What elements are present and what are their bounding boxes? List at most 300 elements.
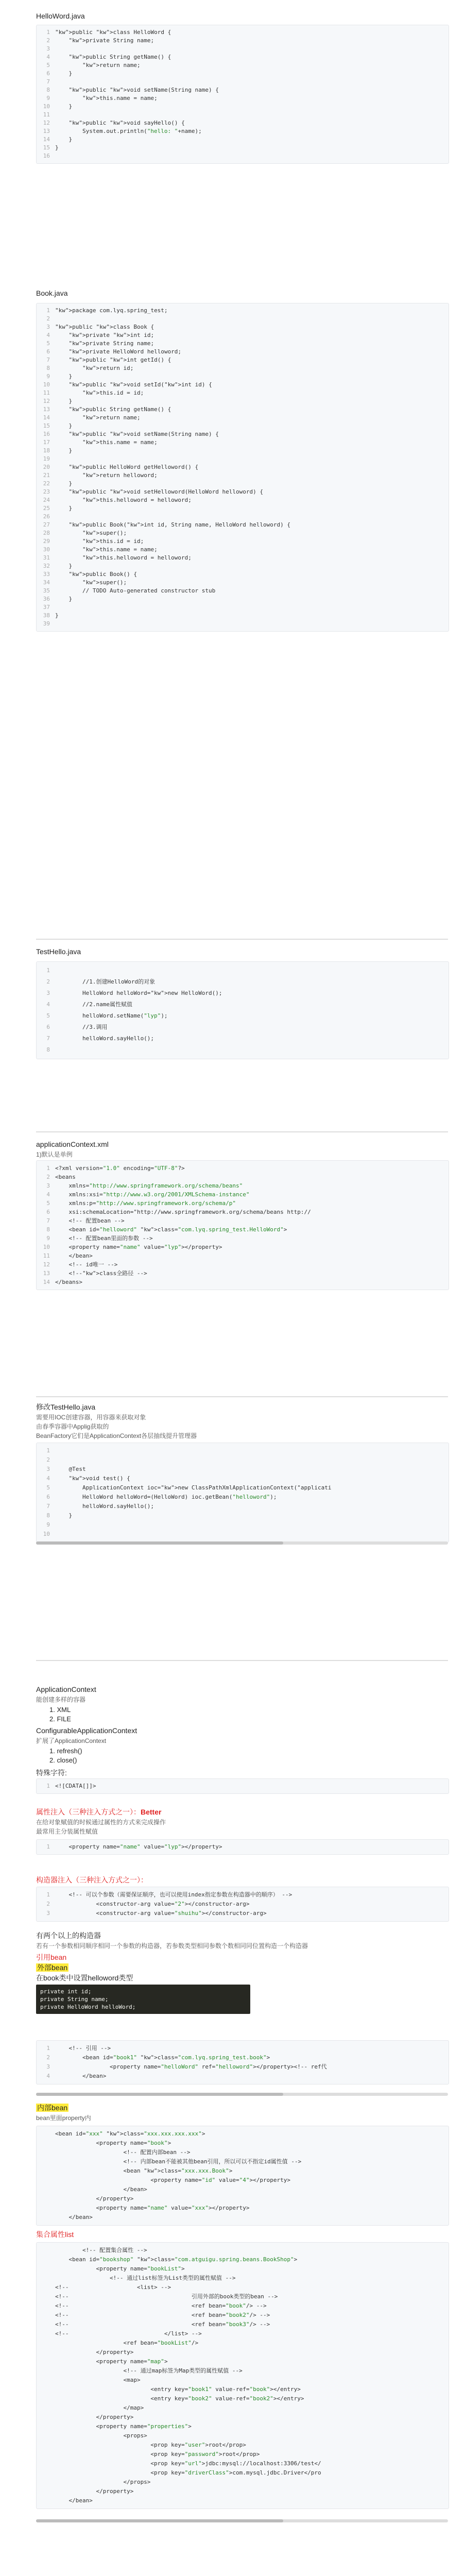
attr-title-wrap [36, 1807, 448, 1817]
line-number: 4 [46, 332, 50, 338]
line-number: 28 [43, 530, 50, 536]
line-number: 6 [46, 70, 50, 77]
line-number [37, 2385, 55, 2394]
code-text: "kw">package com.lyq.spring_test; [55, 307, 168, 314]
line-number: 1 [46, 1447, 50, 1454]
code-line [37, 144, 449, 152]
code-text: </bean> [55, 2497, 93, 2504]
attr-code [36, 1839, 449, 1855]
code-text: <?xml version="1.0" encoding="UTF-8"?> [55, 1165, 185, 1172]
code-text: } [55, 103, 73, 110]
code-line [37, 127, 449, 135]
special-code [36, 1778, 449, 1794]
code-text: </property> [55, 2488, 134, 2495]
ac-title-wrap [36, 1685, 448, 1694]
code-line [37, 1530, 449, 1539]
code-text: "kw">public "kw">void setName(String name) { [68, 87, 219, 93]
line-number [37, 2450, 55, 2459]
code-line [37, 965, 449, 976]
code-text: <property name="helloWord" ref="helloword"></property><!-- ref代 [55, 2063, 327, 2070]
line-number: 6 [46, 1494, 50, 1500]
line-number: 32 [43, 563, 50, 569]
line-number: 11 [43, 389, 50, 396]
ref-title: 有两个以上的构造器 [36, 1931, 101, 1940]
line-number: 1 [46, 307, 50, 314]
code-line: private int id; [40, 1988, 92, 1995]
list-item: 1. XML [49, 1706, 71, 1714]
code-text: } [55, 422, 73, 429]
line-number [37, 2376, 55, 2385]
line-number: 3 [46, 1466, 50, 1472]
code-line [37, 2468, 449, 2478]
code-text: "kw">private HelloWord helloword; [68, 348, 182, 355]
appctx-title-wrap [36, 1140, 448, 1149]
code-line [37, 999, 449, 1010]
code-line [37, 1782, 449, 1790]
line-number: 1 [46, 1165, 50, 1172]
code-line [37, 381, 449, 389]
code-line [37, 603, 449, 612]
code-line [37, 119, 449, 127]
line-number: 6 [46, 1024, 50, 1030]
ac-note: 能创建多样的容器 [36, 1696, 86, 1703]
line-number: 1 [46, 1783, 50, 1789]
code-line [37, 1033, 449, 1044]
code-text: <!-- <ref bean="book3"/> --> [55, 2321, 270, 2328]
code-line [37, 2129, 449, 2139]
list-item: 需要用IOC创建容器，用容器来获取对象 [36, 1414, 146, 1421]
code-text: <property name="map"> [55, 2358, 168, 2365]
code-line [37, 1251, 449, 1260]
code-text: } [55, 70, 73, 77]
line-number [37, 2468, 55, 2478]
line-number: 8 [46, 1226, 50, 1233]
ac-items [36, 1705, 448, 1724]
code-text: </property> [55, 2349, 134, 2355]
attr-notes [36, 1818, 448, 1836]
line-number: 1 [46, 967, 50, 974]
code-line [37, 2478, 449, 2487]
cac-title-wrap [36, 1726, 448, 1735]
line-number: 9 [46, 1521, 50, 1528]
line-number: 6 [46, 348, 50, 355]
code-text: helloWord.sayHello(); [55, 1503, 154, 1510]
hello-code [36, 25, 449, 164]
scrollbar-thumb[interactable] [36, 1541, 283, 1545]
list-item: 2. close() [49, 1756, 77, 1764]
code-text: <props> [55, 2432, 147, 2439]
code-line [37, 1216, 449, 1225]
code-text: "kw">public Book("kw">int id, String name, HelloWord helloword) { [68, 521, 290, 528]
code-line [37, 2329, 449, 2338]
inner-note-wrap [36, 2113, 448, 2123]
code-text: <property name="name" value="lyp"></property> [55, 1244, 222, 1250]
code-line [37, 612, 449, 620]
code-line [37, 2413, 449, 2422]
horizontal-scrollbar[interactable] [36, 1541, 448, 1545]
line-number: 3 [46, 324, 50, 330]
code-text: xmlns:xsi="http://www.w3.org/2001/XMLSchema-instance" [55, 1191, 250, 1198]
code-line [37, 1900, 449, 1909]
book-code [36, 303, 449, 632]
special-title: 特殊字符: [36, 1769, 67, 1777]
code-line [37, 587, 449, 595]
ref-text1-wrap [36, 1941, 448, 1951]
inner-code [36, 2126, 449, 2226]
cac-note: 扩展了ApplicationContext [36, 1737, 107, 1744]
book-title: Book.java [36, 289, 68, 297]
code-line [37, 2157, 449, 2166]
code-text: "kw">public String getName() { [68, 54, 171, 60]
attr-title: 属性注入（三种注入方式之一）：Better [36, 1808, 162, 1816]
line-number: 10 [43, 1244, 50, 1250]
code-line [37, 2148, 449, 2157]
code-line [37, 2348, 449, 2357]
line-number: 33 [43, 571, 50, 578]
code-text: <property name="properties"> [55, 2423, 192, 2430]
code-line [37, 546, 449, 554]
line-number: 4 [46, 1475, 50, 1482]
testhello-title-wrap [36, 947, 448, 956]
code-line [37, 2496, 449, 2505]
code-line [37, 1465, 449, 1474]
line-number: 13 [43, 406, 50, 413]
line-number: 1 [46, 2045, 50, 2052]
code-line [37, 1890, 449, 1900]
list-item: BeanFactory它们是ApplicationContext各层抽线提升管理器 [36, 1432, 197, 1439]
line-number: 7 [46, 1217, 50, 1224]
code-text: <!-- 通过map标签为Map类型的属性赋值 --> [55, 2367, 243, 2374]
line-number: 39 [43, 620, 50, 627]
line-number [37, 2148, 55, 2157]
code-line [37, 1446, 449, 1455]
line-number [37, 2129, 55, 2139]
code-line [37, 1474, 449, 1483]
ac-note-wrap [36, 1695, 448, 1704]
line-number [37, 2478, 55, 2487]
line-number [37, 2246, 55, 2255]
code-line: private HelloWord helloWord; [40, 2004, 136, 2010]
code-text: <!-- id唯一 --> [55, 1261, 118, 1268]
code-line [37, 422, 449, 430]
line-number: 3 [46, 1910, 50, 1917]
code-line [37, 397, 449, 405]
code-line [37, 1278, 449, 1286]
line-number: 5 [46, 1012, 50, 1019]
code-text: </map> [55, 2404, 144, 2411]
code-line [37, 2204, 449, 2213]
line-number: 16 [43, 431, 50, 437]
code-text: "kw">this.name = name; [82, 439, 158, 446]
line-number: 10 [43, 103, 50, 110]
code-text [55, 111, 449, 119]
code-text: @Test [55, 1466, 86, 1472]
code-text: helloWord.sayHello(); [55, 1035, 154, 1042]
line-number: 1 [46, 1843, 50, 1850]
code-text: <prop key="url">jdbc:mysql://localhost:3306/test</ [55, 2460, 321, 2467]
line-number: 5 [46, 62, 50, 69]
line-number: 38 [43, 612, 50, 619]
line-number: 19 [43, 455, 50, 462]
code-text: "kw">public String getName() { [68, 406, 171, 413]
code-line [37, 2357, 449, 2366]
scrollbar-thumb[interactable] [36, 2093, 283, 2096]
code-text: <!-- 配置内部bean --> [55, 2149, 191, 2156]
line-number: 2 [46, 1174, 50, 1180]
code-line [37, 2264, 449, 2274]
code-line [37, 521, 449, 529]
code-line [37, 2213, 449, 2222]
line-number [37, 2366, 55, 2376]
ref-text2: 引用bean [36, 1953, 67, 1961]
code-line [37, 463, 449, 471]
code-text: <!--"kw">class全路径 --> [55, 1270, 147, 1277]
code-line [37, 1010, 449, 1022]
line-number: 6 [46, 1209, 50, 1215]
line-number: 31 [43, 554, 50, 561]
code-text: "kw">super(); [82, 530, 127, 536]
line-number: 2 [46, 978, 50, 985]
ctor-title-wrap [36, 1875, 448, 1885]
code-text: </property> [55, 2195, 134, 2202]
code-text [55, 1446, 449, 1455]
code-line [37, 2385, 449, 2394]
code-line [37, 2292, 449, 2301]
line-number: 5 [46, 1200, 50, 1207]
code-text: } [55, 373, 73, 380]
code-text: <property name="book"> [55, 2140, 171, 2146]
code-line [37, 471, 449, 480]
section-divider [36, 1131, 448, 1132]
code-line [37, 1511, 449, 1520]
code-text: "kw">return id; [82, 365, 134, 371]
code-text: "kw">public "kw">class HelloWord { [55, 29, 171, 36]
code-text: } [55, 136, 73, 143]
code-line [37, 2185, 449, 2194]
line-number [37, 2139, 55, 2148]
code-text: </bean> [55, 2186, 147, 2193]
horizontal-scrollbar[interactable] [36, 2519, 448, 2522]
section-divider [36, 939, 448, 940]
code-text: "kw">return helloword; [82, 472, 158, 479]
code-line [37, 1173, 449, 1181]
code-text: } [55, 447, 73, 454]
code-line [37, 405, 449, 414]
line-number [37, 2338, 55, 2348]
cac-title: ConfigurableApplicationContext [36, 1726, 137, 1735]
code-line [37, 1502, 449, 1511]
code-line [37, 430, 449, 438]
code-text: "kw">public "kw">void setName(String name) { [68, 431, 219, 437]
line-number: 16 [43, 152, 50, 159]
code-line [37, 1260, 449, 1269]
line-number: 34 [43, 579, 50, 586]
code-text: "kw">private String name; [68, 340, 154, 347]
line-number: 23 [43, 488, 50, 495]
horizontal-scrollbar[interactable] [36, 2093, 448, 2096]
ref-text3-wrap [36, 1973, 448, 1982]
code-text: <beans [55, 1174, 76, 1180]
code-line [37, 2311, 449, 2320]
appctx-note: 1)默认是单例 [36, 1151, 73, 1158]
code-text [55, 1044, 449, 1056]
code-line [37, 1269, 449, 1278]
code-line [37, 513, 449, 521]
code-line: private String name; [40, 1996, 109, 2003]
line-number: 15 [43, 422, 50, 429]
code-line [37, 1234, 449, 1243]
section-divider [36, 1396, 448, 1397]
code-line [37, 496, 449, 504]
line-number: 2 [46, 315, 50, 322]
line-number: 7 [46, 1503, 50, 1510]
code-line [37, 2139, 449, 2148]
line-number: 17 [43, 439, 50, 446]
code-line [37, 2376, 449, 2385]
line-number [37, 2166, 55, 2176]
code-text: </bean> [55, 2073, 107, 2079]
book-title-wrap [36, 289, 448, 298]
line-number: 8 [46, 1046, 50, 1053]
code-text: <property name="id" value="4"></property> [55, 2177, 290, 2183]
line-number [37, 2441, 55, 2450]
line-number: 14 [43, 136, 50, 143]
appctx-code [36, 1160, 449, 1290]
code-line [37, 2062, 449, 2072]
line-number: 3 [46, 45, 50, 52]
code-line [37, 488, 449, 496]
code-line [37, 1493, 449, 1502]
code-text: <!-- 引用外部的book类型的bean --> [55, 2293, 278, 2300]
code-line [37, 2459, 449, 2468]
code-text: "kw">private "kw">int id; [68, 332, 154, 338]
code-text: <entry key="book2" value-ref="book2"></entry> [55, 2395, 304, 2402]
code-line [37, 2422, 449, 2431]
code-text [55, 45, 449, 53]
line-number: 8 [46, 365, 50, 371]
code-text: "kw">this.helloword = helloword; [82, 554, 192, 561]
code-text: <prop key="password">root</prop> [55, 2451, 260, 2458]
line-number: 14 [43, 1279, 50, 1285]
line-number [37, 2329, 55, 2338]
code-line [37, 45, 449, 53]
code-text: xsi:schemaLocation="http://www.springframework.org/schema/beans http:// [55, 1209, 311, 1215]
coll-title-wrap [36, 2230, 448, 2239]
line-number: 2 [46, 37, 50, 44]
code-text: } [55, 505, 73, 512]
code-line [37, 2274, 449, 2283]
line-number: 24 [43, 497, 50, 503]
code-text: "kw">public "kw">void setId("kw">int id) { [68, 381, 212, 388]
code-text [55, 513, 449, 521]
code-line [37, 620, 449, 628]
code-line [37, 438, 449, 447]
code-text [55, 1530, 449, 1539]
code-text: <![CDATA[]]> [55, 1783, 96, 1789]
code-line [37, 1243, 449, 1251]
line-number [37, 2292, 55, 2301]
ref-text1: 若有一个参数相同顺序相同一个参数的构造器，若参数类型相同参数个数相同同位置构造一个构造器 [36, 1942, 308, 1950]
code-text: ApplicationContext ioc="kw">new ClassPathXmlApplicationContext("applicati [55, 1484, 332, 1491]
code-line [37, 78, 449, 86]
code-text: <!-- <ref bean="book2"/> --> [55, 2312, 270, 2318]
line-number: 35 [43, 587, 50, 594]
code-text: </props> [55, 2479, 151, 2485]
code-line [37, 1044, 449, 1056]
code-line [37, 307, 449, 315]
code-text: <prop key="driverClass">com.mysql.jdbc.Driver</pro [55, 2469, 321, 2476]
code-line [37, 2441, 449, 2450]
code-text: <!-- 配置集合属性 --> [55, 2247, 147, 2253]
scrollbar-thumb[interactable] [36, 2519, 283, 2522]
inner-note: bean里面property内 [36, 2114, 91, 2122]
inner-title-wrap [36, 2103, 448, 2113]
code-text: } [55, 612, 59, 619]
line-number [37, 2320, 55, 2329]
ref-code [36, 2040, 449, 2084]
line-number [37, 2185, 55, 2194]
line-number: 9 [46, 95, 50, 101]
code-text: <property name="name" value="xxx"></property> [55, 2205, 250, 2211]
code-line [37, 579, 449, 587]
code-line [37, 2403, 449, 2413]
code-text: <bean id="helloword" "kw">class="com.lyq.spring_test.HelloWord"> [55, 1226, 287, 1233]
code-line [37, 2320, 449, 2329]
code-line [37, 2301, 449, 2311]
code-line [37, 103, 449, 111]
code-text: "kw">void test() { [68, 1475, 130, 1482]
code-line [37, 2166, 449, 2176]
code-text: "kw">public HelloWord getHelloword() { [68, 464, 199, 470]
appctx-note-wrap [36, 1150, 448, 1159]
code-line [37, 389, 449, 397]
code-line [37, 315, 449, 323]
code-line [37, 455, 449, 463]
code-line [37, 2366, 449, 2376]
appctx-title: applicationContext.xml [36, 1140, 109, 1148]
code-text [55, 603, 449, 612]
code-text: <bean id="book1" "kw">class="com.lyq.spring_test.book"> [55, 2054, 270, 2061]
cac-note-wrap [36, 1736, 448, 1745]
code-text: <bean id="xxx" "kw">class="xxx.xxx.xxx.xxx"> [55, 2130, 205, 2137]
code-line [37, 1181, 449, 1190]
code-text: <!-- 配置bean里面的参数 --> [55, 1235, 153, 1242]
dark-code [36, 1985, 250, 2014]
code-text: "kw">public "kw">int getId() { [68, 357, 171, 363]
line-number: 13 [43, 1270, 50, 1277]
code-line [37, 529, 449, 537]
code-line [37, 323, 449, 331]
code-line [37, 356, 449, 364]
code-text: //1.创建HelloWord的对象 [55, 978, 156, 985]
coll-code [36, 2242, 449, 2509]
code-line [37, 61, 449, 70]
code-line [37, 1483, 449, 1493]
code-line [37, 2246, 449, 2255]
code-text: //2.name属性赋值 [55, 1001, 132, 1008]
line-number [37, 2348, 55, 2357]
line-number [37, 2403, 55, 2413]
line-number [37, 2255, 55, 2264]
line-number: 7 [46, 78, 50, 85]
code-line [37, 111, 449, 119]
code-text: "kw">public "kw">void setHelloword(HelloWord helloword) { [68, 488, 264, 495]
code-text: helloWord.setName("lyp"); [55, 1012, 168, 1019]
special-title-wrap [36, 1768, 448, 1777]
code-text: <property name="name" value="lyp"></property> [55, 1843, 222, 1850]
list-item: 2. FILE [49, 1715, 71, 1723]
code-text: <property name="bookList"> [55, 2265, 185, 2272]
